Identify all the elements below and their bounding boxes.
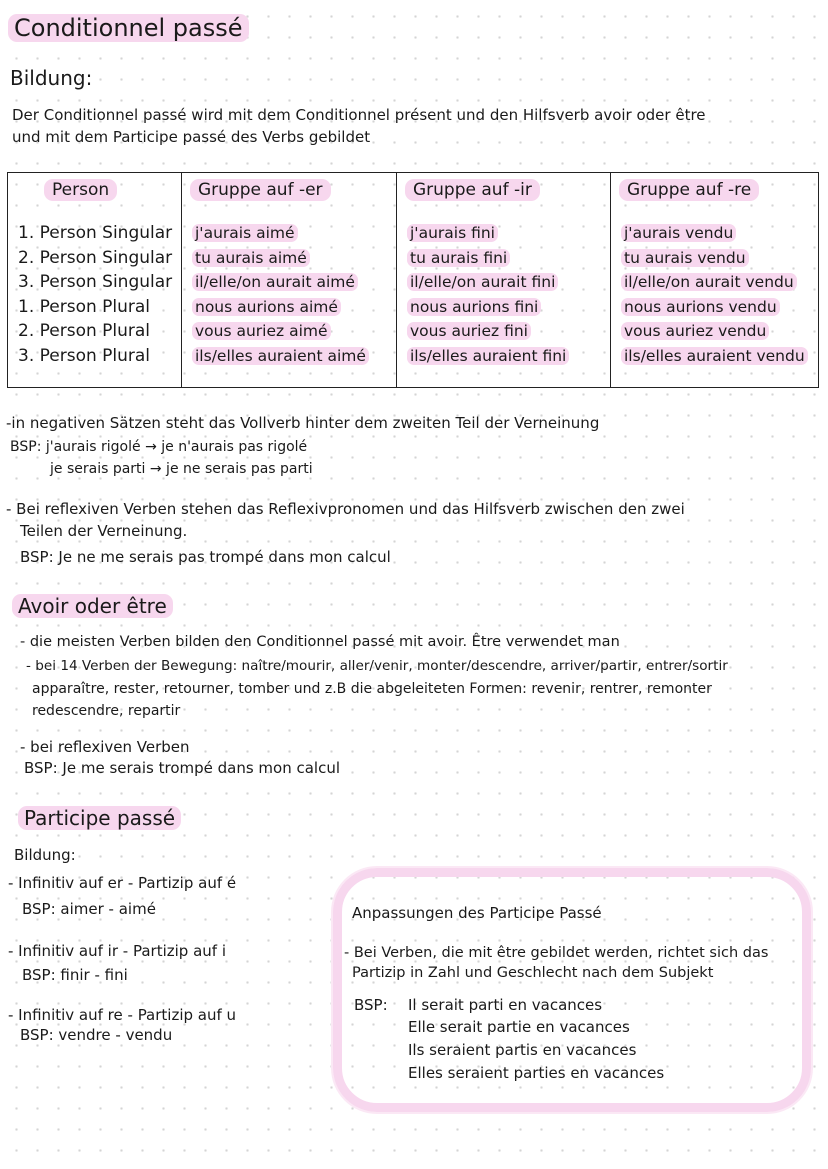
header-re [611,173,819,222]
table-row [611,295,818,320]
avoir-etre-line-1: - die meisten Verben bilden den Conditionnel passé mit avoir. Être verwendet man [20,634,620,650]
avoir-etre-heading-text: Avoir oder être [12,594,173,618]
avoir-etre-heading [12,594,173,618]
negation-example-1a: BSP: j'aurais rigolé → je n'aurais pas rigolé [10,439,308,455]
avoir-etre-line-4: redescendre, repartir [32,703,181,719]
table-row [397,246,610,271]
table-row [611,221,818,246]
table-body-row [8,221,819,388]
participe-er-rule: - Infinitiv auf er - Partizip auf é [8,874,237,892]
ir-column [397,221,611,388]
avoir-etre-line-3: apparaître, rester, retourner, tomber und z.B die abgeleiteten Formen: revenir, rentrer, remonter [32,681,712,697]
cell-text: ils/elles auraient aimé [192,347,369,365]
cell-text: nous aurions vendu [621,298,780,316]
table-row: 2. Person Plural [18,321,151,342]
participe-er-example: BSP: aimer - aimé [22,900,156,918]
header-person [8,173,182,222]
participe-heading-text: Participe passé [18,806,181,830]
cell-text: j'aurais fini [407,224,498,242]
table-header-row [8,173,819,222]
table-row [611,319,818,344]
cell-text: tu aurais aimé [192,249,310,267]
table-row: 1. Person Plural [18,296,151,317]
header-er-label: Gruppe auf -er [190,179,331,201]
table-row [182,319,396,344]
cell-text: il/elle/on aurait fini [407,273,558,291]
anpassungen-example-2: Elle serait partie en vacances [408,1018,630,1036]
table-row: 3. Person Plural [18,345,151,366]
participe-heading [18,806,181,830]
table-row [611,344,818,369]
table-row [182,295,396,320]
table-row [182,344,396,369]
cell-text: ils/elles auraient fini [407,347,569,365]
table-row [397,270,610,295]
table-row [182,221,396,246]
header-ir-label: Gruppe auf -ir [405,179,540,201]
cell-text: il/elle/on aurait vendu [621,273,797,291]
cell-text: j'aurais vendu [621,224,736,242]
cell-text: nous aurions fini [407,298,541,316]
negation-example-2: BSP: Je ne me serais pas trompé dans mon calcul [20,548,391,566]
page-title [8,14,249,42]
participe-ir-example: BSP: finir - fini [22,966,128,984]
table-row [611,246,818,271]
cell-text: tu aurais vendu [621,249,749,267]
cell-text: vous auriez aimé [192,322,331,340]
bildung-line-1: Der Conditionnel passé wird mit dem Conditionnel présent und den Hilfsverb avoir oder être [12,106,706,124]
avoir-etre-line-6: BSP: Je me serais trompé dans mon calcul [24,759,341,777]
table-row [611,270,818,295]
table-row: 2. Person Singular [18,247,173,268]
negation-rule-2a: - Bei reflexiven Verben stehen das Reflexivpronomen und das Hilfsverb zwischen den zwei [6,500,685,518]
avoir-etre-line-2: - bei 14 Verben der Bewegung: naître/mourir, aller/venir, monter/descendre, arriver/partir, entrer/sortir [26,658,728,674]
table-row [397,319,610,344]
anpassungen-rule-1: - Bei Verben, die mit être gebildet werden, richtet sich das [344,945,769,961]
cell-text: il/elle/on aurait aimé [192,273,358,291]
cell-text: nous aurions aimé [192,298,341,316]
table-row: 3. Person Singular [18,272,173,293]
table-row [182,246,396,271]
anpassungen-example-1: Il serait parti en vacances [408,996,603,1014]
table-row: 1. Person Singular [18,223,173,243]
participe-bildung: Bildung: [14,846,76,864]
cell-text: tu aurais fini [407,249,510,267]
table-row [397,295,610,320]
anpassungen-heading: Anpassungen des Participe Passé [352,904,602,922]
table-row [182,270,396,295]
er-column [182,221,397,388]
anpassungen-example-label: BSP: [354,996,388,1014]
negation-rule-2b: Teilen der Verneinung. [20,522,188,540]
cell-text: ils/elles auraient vendu [621,347,808,365]
cell-text: vous auriez vendu [621,322,769,340]
cell-text: j'aurais aimé [192,224,298,242]
page-title-text: Conditionnel passé [8,14,249,42]
bildung-line-2: und mit dem Participe passé des Verbs gebildet [12,128,371,146]
participe-re-rule: - Infinitiv auf re - Partizip auf u [8,1006,237,1024]
header-er [182,173,397,222]
conjugation-table [7,172,819,388]
anpassungen-rule-2: Partizip in Zahl und Geschlecht nach dem Subjekt [352,965,714,981]
anpassungen-example-3: Ils seraient partis en vacances [408,1041,637,1059]
negation-rule-1: -in negativen Sätzen steht das Vollverb hinter dem zweiten Teil der Verneinung [6,414,600,432]
bildung-heading: Bildung: [10,66,93,90]
re-column [611,221,819,388]
participe-ir-rule: - Infinitiv auf ir - Partizip auf i [8,942,226,960]
avoir-etre-line-5: - bei reflexiven Verben [20,738,190,756]
cell-text: vous auriez fini [407,322,531,340]
header-re-label: Gruppe auf -re [619,179,759,201]
participe-re-example: BSP: vendre - vendu [20,1026,173,1044]
table-row [397,344,610,369]
header-ir [397,173,611,222]
persons-column [8,221,182,388]
anpassungen-example-4: Elles seraient parties en vacances [408,1064,665,1082]
table-row [397,221,610,246]
negation-example-1b: je serais parti → je ne serais pas parti [50,461,313,477]
header-person-label: Person [44,179,117,201]
